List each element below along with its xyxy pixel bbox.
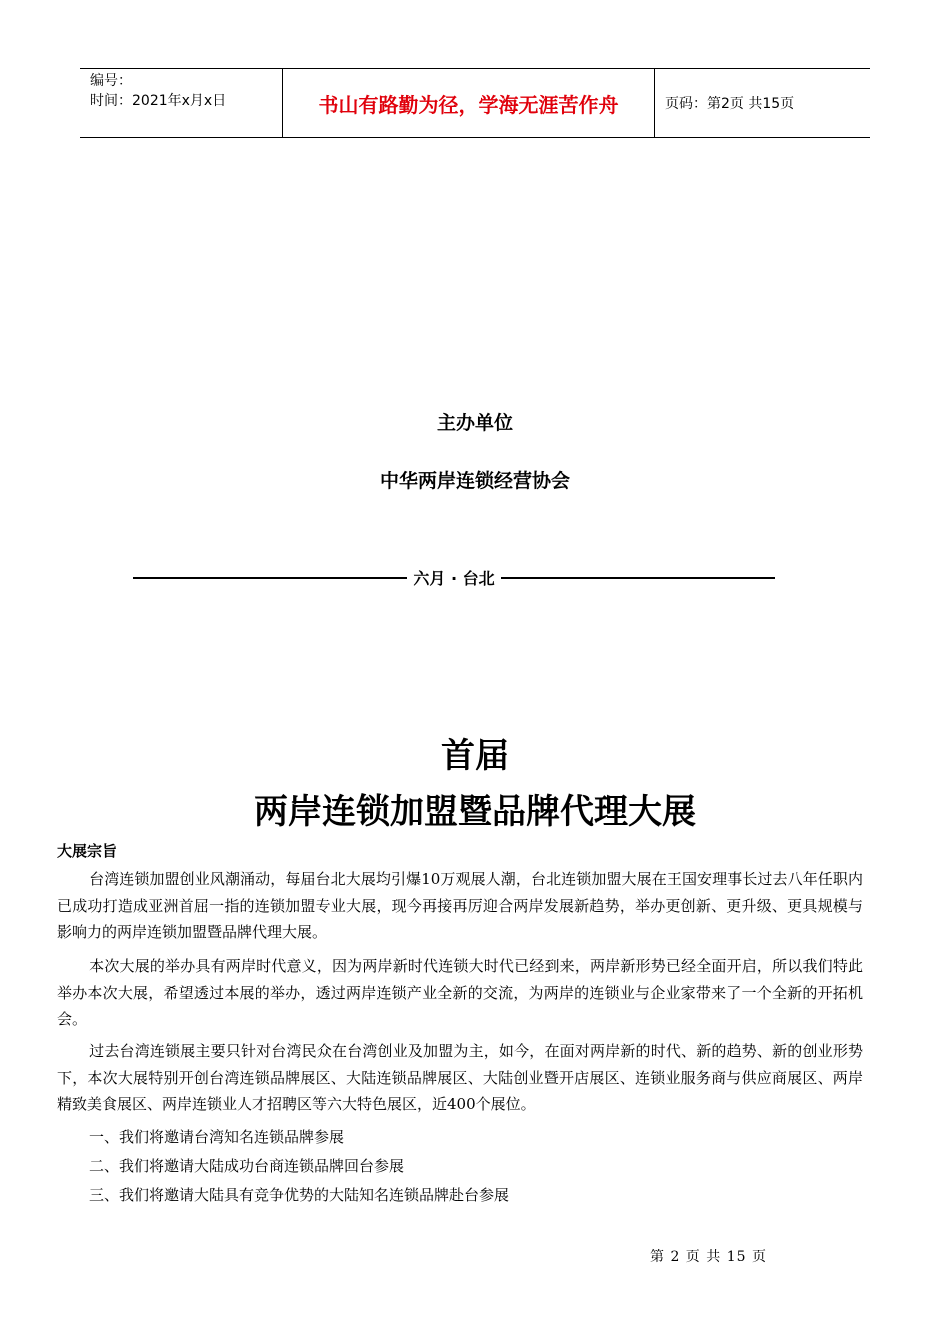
- page-header: [80, 68, 870, 138]
- sponsor-name: 中华两岸连锁经营协会: [379, 470, 570, 492]
- time-label: 时间：2021年x月x日: [90, 93, 227, 109]
- paragraph: 本次大展的举办具有两岸时代意义，因为两岸新时代连锁大时代已经到来，两岸新形势已经全面开启，所以我们特此举办本次大展，希望透过本展的举办，透过两岸连锁产业全新的交流，为两岸的连锁业与企业家带来了一个全新的开拓机会。: [57, 957, 863, 1028]
- page-footer: 第 2 页 共 15 页: [650, 1249, 767, 1265]
- date-location-divider: [133, 566, 775, 589]
- paragraph: 过去台湾连锁展主要只针对台湾民众在台湾创业及加盟为主，如今，在面对两岸新的时代、新的趋势、新的创业形势下，本次大展特别开创台湾连锁品牌展区、大陆连锁品牌展区、大陆创业暨开店展区、连锁业服务商与供应商展区、两岸精致美食展区、两岸连锁业人才招聘区等六大特色展区，近400个展位。: [57, 1042, 863, 1113]
- header-meta: [80, 69, 282, 137]
- list-item: 二、我们将邀请大陆成功台商连锁品牌回台参展: [89, 1157, 405, 1175]
- divider-line-right: [501, 577, 775, 579]
- list-item: 一、我们将邀请台湾知名连锁品牌参展: [89, 1128, 345, 1146]
- sponsor-label: 主办单位: [436, 412, 513, 434]
- title-line-2: 两岸连锁加盟暨品牌代理大展: [254, 792, 696, 832]
- divider-line-left: [133, 577, 407, 579]
- number-label: 编号：: [90, 73, 132, 89]
- list-item: 三、我们将邀请大陆具有竞争优势的大陆知名连锁品牌赴台参展: [89, 1186, 510, 1204]
- header-motto: 书山有路勤为径，学海无涯苦作舟: [282, 69, 655, 137]
- invitation-list: [57, 1123, 863, 1210]
- divider-text: 六月 · 台北: [413, 569, 495, 588]
- section-heading: 大展宗旨: [57, 842, 118, 860]
- header-page-info: 页码：第2页 共15页: [665, 96, 795, 112]
- paragraph: 台湾连锁加盟创业风潮涌动，每届台北大展均引爆10万观展人潮，台北连锁加盟大展在王国安理事长过去八年任职内已成功打造成亚洲首屈一指的连锁加盟专业大展，现今再接再厉迎合两岸发展新趋势，举办更创新、更升级、更具规模与影响力的两岸连锁加盟暨品牌代理大展。: [57, 870, 863, 941]
- title-line-1: 首届: [441, 736, 509, 776]
